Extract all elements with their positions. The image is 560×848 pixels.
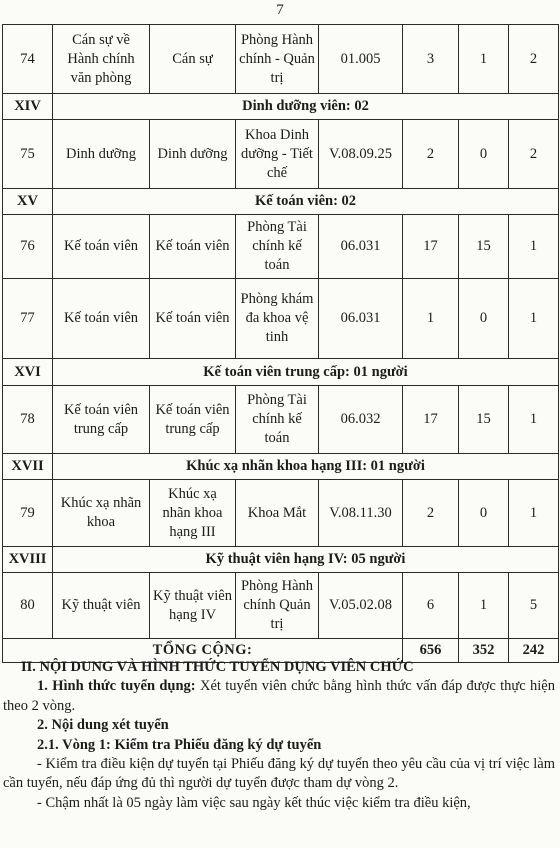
count-c: 1: [509, 279, 559, 359]
position-name: Khúc xạ nhãn khoa: [53, 480, 150, 547]
row-number: 79: [3, 480, 53, 547]
count-a: 17: [403, 386, 459, 454]
position-name: Kế toán viên trung cấp: [53, 386, 150, 454]
department: Phòng Hành chính - Quản trị: [236, 25, 319, 94]
position-name: Cán sự về Hành chính văn phòng: [53, 25, 150, 94]
title-code: V.08.09.25: [319, 120, 403, 189]
section-number: XV: [3, 189, 53, 215]
count-c: 1: [509, 386, 559, 454]
department: Phòng khám đa khoa vệ tinh: [236, 279, 319, 359]
table-row: [3, 386, 559, 454]
table-row: [3, 480, 559, 547]
page-number: 7: [276, 2, 284, 18]
section-number: XVIII: [3, 547, 53, 573]
table-row: [3, 120, 559, 189]
title-code: 06.032: [319, 386, 403, 454]
count-a: 1: [403, 279, 459, 359]
title-code: 01.005: [319, 25, 403, 94]
job-title: Cán sự: [150, 25, 236, 94]
section-title: Kế toán viên trung cấp: 01 người: [53, 359, 559, 386]
row-number: 78: [3, 386, 53, 454]
paragraph-text: Xét tuyển viên chức bằng hình thức vấn đáp được thực hiện theo 2 vòng.: [3, 678, 555, 714]
section-row: [3, 189, 559, 215]
count-a: 6: [403, 573, 459, 639]
paragraph-label: 1. Hình thức tuyển dụng:: [37, 678, 196, 695]
count-b: 15: [459, 386, 509, 454]
section-row: [3, 359, 559, 386]
subheading: 2. Nội dung xét tuyển: [37, 717, 169, 734]
count-a: 17: [403, 215, 459, 279]
total-b: 352: [459, 639, 509, 663]
section-title: Kỹ thuật viên hạng IV: 05 người: [53, 547, 559, 573]
department: Khoa Dinh dưỡng - Tiết chế: [236, 120, 319, 189]
section-row: [3, 94, 559, 120]
title-code: 06.031: [319, 215, 403, 279]
count-c: 2: [509, 120, 559, 189]
body-text: [3, 658, 555, 813]
paragraph: - Kiểm tra điều kiện dự tuyển tại Phiếu đăng ký dự tuyển theo yêu cầu của vị trí việc làm cần tuyển, nếu đáp ứng đủ thì người dự tuyển được tham dự vòng 2.: [3, 756, 555, 792]
count-b: 0: [459, 279, 509, 359]
count-a: 2: [403, 120, 459, 189]
title-code: V.08.11.30: [319, 480, 403, 547]
table-row: [3, 215, 559, 279]
count-c: 1: [509, 480, 559, 547]
section-title: Dinh dưỡng viên: 02: [53, 94, 559, 120]
title-code: 06.031: [319, 279, 403, 359]
table-row: [3, 25, 559, 94]
count-a: 3: [403, 25, 459, 94]
row-number: 77: [3, 279, 53, 359]
paragraph: - Chậm nhất là 05 ngày làm việc sau ngày kết thúc việc kiểm tra điều kiện,: [37, 794, 471, 811]
table-row: [3, 573, 559, 639]
row-number: 76: [3, 215, 53, 279]
paragraph: [3, 677, 555, 716]
department: Khoa Mắt: [236, 480, 319, 547]
table-row: [3, 279, 559, 359]
total-c: 242: [509, 639, 559, 663]
count-b: 1: [459, 573, 509, 639]
section-row: [3, 454, 559, 480]
position-name: Kế toán viên: [53, 215, 150, 279]
count-b: 0: [459, 120, 509, 189]
position-name: Kế toán viên: [53, 279, 150, 359]
count-a: 2: [403, 480, 459, 547]
job-title: Khúc xạ nhãn khoa hạng III: [150, 480, 236, 547]
staffing-table: [2, 24, 559, 663]
job-title: Kỹ thuật viên hạng IV: [150, 573, 236, 639]
count-c: 5: [509, 573, 559, 639]
department: Phòng Tài chính kế toán: [236, 215, 319, 279]
position-name: Dinh dưỡng: [53, 120, 150, 189]
count-b: 1: [459, 25, 509, 94]
count-c: 2: [509, 25, 559, 94]
title-code: V.05.02.08: [319, 573, 403, 639]
department: Phòng Tài chính kế toán: [236, 386, 319, 454]
section-title: Kế toán viên: 02: [53, 189, 559, 215]
section-title: Khúc xạ nhãn khoa hạng III: 01 người: [53, 454, 559, 480]
count-b: 15: [459, 215, 509, 279]
count-b: 0: [459, 480, 509, 547]
row-number: 80: [3, 573, 53, 639]
department: Phòng Hành chính Quản trị: [236, 573, 319, 639]
job-title: Kế toán viên: [150, 279, 236, 359]
total-a: 656: [403, 639, 459, 663]
section-number: XVI: [3, 359, 53, 386]
subheading: 2.1. Vòng 1: Kiểm tra Phiếu đăng ký dự tuyển: [37, 736, 322, 753]
job-title: Dinh dưỡng: [150, 120, 236, 189]
count-c: 1: [509, 215, 559, 279]
section-row: [3, 547, 559, 573]
job-title: Kế toán viên: [150, 215, 236, 279]
position-name: Kỹ thuật viên: [53, 573, 150, 639]
row-number: 75: [3, 120, 53, 189]
row-number: 74: [3, 25, 53, 94]
job-title: Kế toán viên trung cấp: [150, 386, 236, 454]
section-number: XVII: [3, 454, 53, 480]
section-heading: II. NỘI DUNG VÀ HÌNH THỨC TUYỂN DỤNG VIÊN CHỨC: [21, 659, 414, 675]
total-label: TỔNG CỘNG:: [3, 639, 403, 663]
section-number: XIV: [3, 94, 53, 120]
